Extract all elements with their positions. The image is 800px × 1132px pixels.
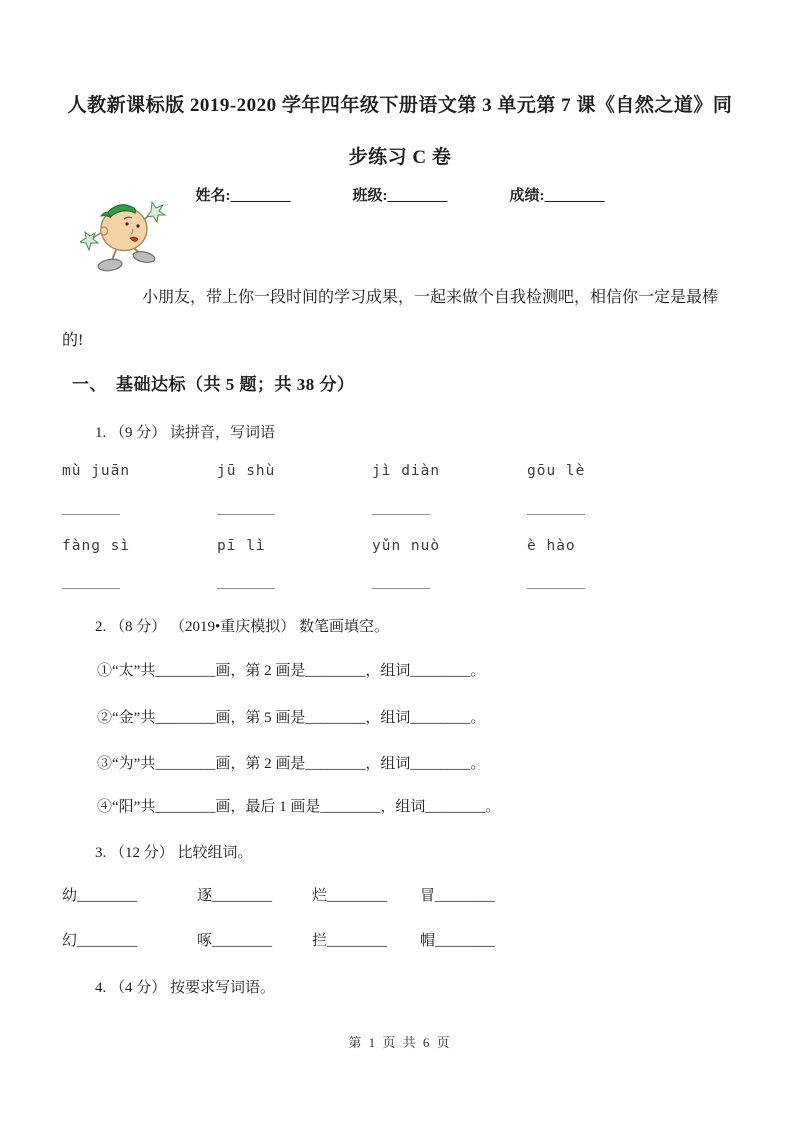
class-blank: ________	[387, 188, 448, 204]
answer-blank	[372, 498, 430, 515]
section-1-heading: 一、 基础达标（共 5 题；共 38 分）	[72, 375, 355, 394]
question-3-stem: 3. （12 分） 比较组词。	[95, 845, 253, 861]
pinyin-word: mù juān	[62, 463, 131, 479]
page-title-line-2: 步练习 C 卷	[348, 147, 452, 168]
intro-text-line-2: 的!	[62, 332, 84, 349]
answer-blank	[372, 572, 430, 589]
question-1-stem: 1. （9 分） 读拼音，写词语	[95, 425, 276, 441]
compare-word: 幻________	[62, 933, 138, 949]
answer-blank	[527, 572, 585, 589]
answer-blank	[217, 572, 275, 589]
pinyin-word: è hào	[527, 538, 576, 554]
pinyin-word: jū shù	[217, 463, 276, 479]
page-title-line-1: 人教新课标版 2019-2020 学年四年级下册语文第 3 单元第 7 课《自然之道》同	[67, 95, 733, 116]
pinyin-word: yǔn nuò	[372, 538, 441, 554]
pinyin-word: gōu lè	[527, 463, 586, 479]
stroke-count-item-3: ③“为”共________画，第 2 画是________，组词________。	[97, 756, 486, 772]
pinyin-word: fàng sì	[62, 538, 131, 554]
page-number-footer: 第 1 页 共 6 页	[348, 1035, 452, 1050]
question-4-stem: 4. （4 分） 按要求写词语。	[95, 980, 276, 996]
compare-word: 烂________	[312, 888, 388, 904]
stroke-count-item-2: ②“金”共________画，第 5 画是________，组词________。	[97, 710, 486, 726]
intro-text-line-1: 小朋友，带上你一段时间的学习成果，一起来做个自我检测吧，相信你一定是最棒	[142, 289, 719, 306]
name-field	[196, 184, 291, 205]
class-label: 班级:	[352, 188, 388, 204]
compare-word: 幼________	[62, 888, 138, 904]
compare-word: 啄________	[197, 933, 273, 949]
score-label: 成绩:	[509, 188, 545, 204]
answer-blank	[62, 572, 120, 589]
compare-word: 冒________	[420, 888, 496, 904]
compare-word: 逐________	[197, 888, 273, 904]
score-field	[510, 184, 605, 205]
pinyin-word: jì diàn	[372, 463, 441, 479]
answer-blank	[527, 498, 585, 515]
answer-blank	[217, 498, 275, 515]
answer-blank	[62, 498, 120, 515]
pinyin-word: pī lì	[217, 538, 266, 554]
class-field	[353, 184, 448, 205]
name-label: 姓名:	[195, 188, 231, 204]
question-2-stem: 2. （8 分） （2019•重庆模拟） 数笔画填空。	[95, 619, 390, 635]
compare-word: 拦________	[312, 933, 388, 949]
name-blank: ________	[230, 188, 291, 204]
stroke-count-item-1: ①“太”共________画，第 2 画是________，组词________。	[97, 663, 486, 679]
compare-word: 帽________	[420, 933, 496, 949]
walking-kid-cartoon-icon	[80, 196, 172, 281]
stroke-count-item-4: ④“阳”共________画，最后 1 画是________，组词________。	[97, 799, 501, 815]
score-blank: ________	[544, 188, 605, 204]
